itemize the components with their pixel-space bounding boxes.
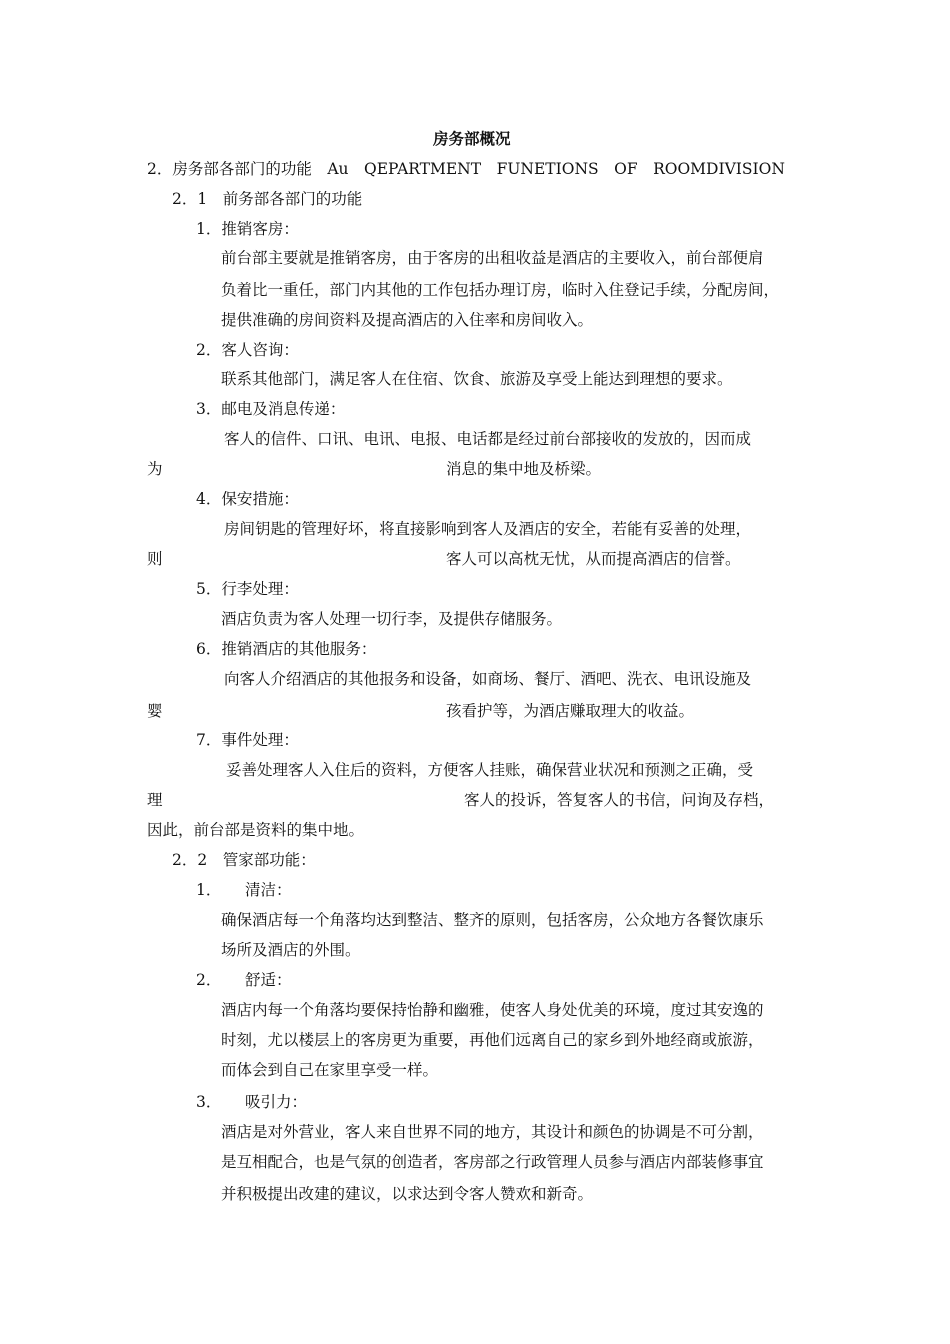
item-label: 6．推销酒店的其他服务： — [196, 640, 377, 658]
paragraph-line: 联系其他部门，满足客人在住宿、饮食、旅游及享受上能达到理想的要求。 — [221, 370, 733, 388]
paragraph-line-start: 则 — [147, 550, 163, 568]
paragraph-line: 是互相配合，也是气氛的创造者，客房部之行政管理人员参与酒店内部装修事宜 — [221, 1153, 764, 1171]
paragraph-line: 因此，前台部是资料的集中地。 — [147, 821, 365, 839]
paragraph-line: 向客人介绍酒店的其他报务和设备，如商场、餐厅、酒吧、洗衣、电讯设施及 — [224, 670, 752, 688]
paragraph-line: 酒店负责为客人处理一切行李，及提供存储服务。 — [221, 610, 563, 628]
subsection-heading: 2．1 前务部各部门的功能 — [172, 190, 363, 208]
item-label: 2．客人咨询： — [196, 341, 299, 359]
paragraph-line: 客人的投诉，答复客人的书信，问询及存档， — [464, 791, 775, 809]
subsection-heading: 2．2 管家部功能： — [172, 851, 316, 869]
paragraph-line: 负着比一重任，部门内其他的工作包括办理订房，临时入住登记手续，分配房间， — [221, 281, 780, 299]
page-title: 房务部概况 — [433, 130, 511, 148]
item-label: 舒适： — [245, 971, 292, 989]
paragraph-line-start: 婴 — [147, 702, 163, 720]
item-label: 5．行李处理： — [196, 580, 299, 598]
paragraph-line: 场所及酒店的外围。 — [221, 941, 361, 959]
paragraph-line: 时刻，尤以楼层上的客房更为重要，再他们远离自己的家乡到外地经商或旅游， — [221, 1031, 764, 1049]
paragraph-line: 消息的集中地及桥梁。 — [446, 460, 602, 478]
item-label: 7．事件处理： — [196, 731, 299, 749]
paragraph-line: 客人可以高枕无忧，从而提高酒店的信誉。 — [446, 550, 741, 568]
item-label: 4．保安措施： — [196, 490, 299, 508]
paragraph-line: 房间钥匙的管理好坏，将直接影响到客人及酒店的安全，若能有妥善的处理， — [224, 520, 752, 538]
paragraph-line: 并积极提出改建的建议，以求达到令客人赞欢和新奇。 — [221, 1185, 594, 1203]
paragraph-line: 确保酒店每一个角落均达到整洁、整齐的原则，包括客房，公众地方各餐饮康乐 — [221, 911, 764, 929]
item-number: 1． — [196, 881, 222, 899]
paragraph-line: 前台部主要就是推销客房，由于客房的出租收益是酒店的主要收入，前台部便肩 — [221, 249, 764, 267]
paragraph-line: 而体会到自己在家里享受一样。 — [221, 1061, 439, 1079]
section-heading: 2．房务部各部门的功能 Au QEPARTMENT FUNETIONS OF ROOMDIVISION — [147, 160, 785, 178]
paragraph-line: 酒店内每一个角落均要保持怡静和幽雅，使客人身处优美的环境，度过其安逸的 — [221, 1001, 764, 1019]
item-number: 3． — [196, 1093, 222, 1111]
paragraph-line-start: 理 — [147, 791, 163, 809]
paragraph-line-start: 为 — [147, 460, 163, 478]
item-label: 吸引力： — [245, 1093, 308, 1111]
paragraph-line: 孩看护等，为酒店赚取理大的收益。 — [446, 702, 695, 720]
paragraph-line: 提供准确的房间资料及提高酒店的入住率和房间收入。 — [221, 311, 594, 329]
paragraph-line: 客人的信件、口讯、电讯、电报、电话都是经过前台部接收的发放的，因而成 — [224, 430, 752, 448]
item-label: 1．推销客房： — [196, 220, 299, 238]
paragraph-line: 妥善处理客人入住后的资料，方便客人挂账，确保营业状况和预测之正确，受 — [226, 761, 754, 779]
item-number: 2． — [196, 971, 222, 989]
item-label: 3．邮电及消息传递： — [196, 400, 346, 418]
paragraph-line: 酒店是对外营业，客人来自世界不同的地方，其设计和颜色的协调是不可分割， — [221, 1123, 764, 1141]
item-label: 清洁： — [245, 881, 292, 899]
